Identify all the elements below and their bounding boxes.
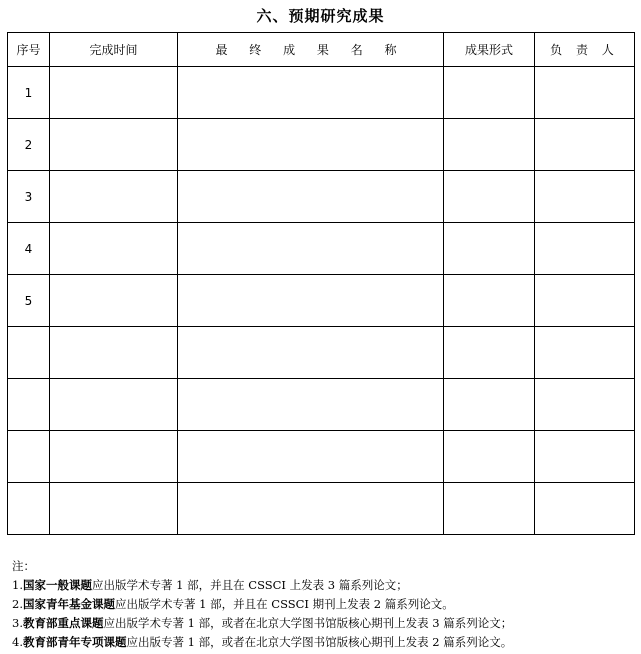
responsible-cell[interactable] [535, 171, 635, 223]
responsible-cell[interactable] [535, 327, 635, 379]
completion-time-cell[interactable] [50, 379, 178, 431]
note-prefix: 1. [12, 578, 23, 592]
completion-time-cell[interactable] [50, 223, 178, 275]
result-form-cell[interactable] [444, 483, 535, 535]
table-row [8, 431, 635, 483]
responsible-cell[interactable] [535, 431, 635, 483]
row-seq: 1 [8, 67, 50, 119]
header-completion-time: 完成时间 [50, 33, 178, 67]
note-text: 应出版专著 1 部，或者在北京大学图书馆版核心期刊上发表 2 篇系列论文。 [126, 635, 513, 649]
result-form-cell[interactable] [444, 431, 535, 483]
header-final-result-name: 最 终 成 果 名 称 [178, 33, 444, 67]
result-form-cell[interactable] [444, 379, 535, 431]
note-prefix: 2. [12, 597, 23, 611]
responsible-cell[interactable] [535, 483, 635, 535]
responsible-cell[interactable] [535, 379, 635, 431]
result-name-cell[interactable] [178, 67, 444, 119]
result-name-cell[interactable] [178, 171, 444, 223]
row-seq [8, 431, 50, 483]
header-seq: 序号 [8, 33, 50, 67]
note-category: 国家青年基金课题 [22, 597, 115, 611]
table-row [8, 67, 635, 119]
responsible-cell[interactable] [535, 223, 635, 275]
completion-time-cell[interactable] [50, 327, 178, 379]
result-name-cell[interactable] [178, 483, 444, 535]
result-form-cell[interactable] [444, 119, 535, 171]
section-title: 六、预期研究成果 [256, 7, 385, 25]
responsible-cell[interactable] [535, 275, 635, 327]
completion-time-cell[interactable] [50, 119, 178, 171]
note-item [12, 614, 632, 633]
note-category: 国家一般课题 [22, 578, 92, 592]
note-category: 教育部青年专项课题 [22, 635, 127, 649]
result-form-cell[interactable] [444, 67, 535, 119]
result-name-cell[interactable] [178, 275, 444, 327]
note-text: 应出版学术专著 1 部，并且在 CSSCI 上发表 3 篇系列论文； [91, 578, 408, 592]
row-seq: 2 [8, 119, 50, 171]
result-form-cell[interactable] [444, 275, 535, 327]
table-header-row [8, 33, 635, 67]
row-seq [8, 327, 50, 379]
note-item [12, 576, 632, 595]
result-form-cell[interactable] [444, 327, 535, 379]
responsible-cell[interactable] [535, 67, 635, 119]
result-form-cell[interactable] [444, 223, 535, 275]
row-seq [8, 483, 50, 535]
result-name-cell[interactable] [178, 223, 444, 275]
header-responsible: 负 责 人 [535, 33, 635, 67]
table-row [8, 223, 635, 275]
result-name-cell[interactable] [178, 431, 444, 483]
table-row [8, 119, 635, 171]
note-item [12, 633, 632, 652]
note-text: 应出版学术专著 1 部，并且在 CSSCI 期刊上发表 2 篇系列论文。 [114, 597, 454, 611]
responsible-cell[interactable] [535, 119, 635, 171]
completion-time-cell[interactable] [50, 171, 178, 223]
results-table [7, 32, 635, 535]
note-prefix: 4. [12, 635, 23, 649]
row-seq [8, 379, 50, 431]
table-row [8, 327, 635, 379]
result-name-cell[interactable] [178, 379, 444, 431]
table-row [8, 379, 635, 431]
notes-section [12, 557, 632, 652]
result-name-cell[interactable] [178, 119, 444, 171]
table-row [8, 483, 635, 535]
note-category: 教育部重点课题 [22, 616, 104, 630]
completion-time-cell[interactable] [50, 483, 178, 535]
completion-time-cell[interactable] [50, 431, 178, 483]
result-name-cell[interactable] [178, 327, 444, 379]
completion-time-cell[interactable] [50, 67, 178, 119]
result-form-cell[interactable] [444, 171, 535, 223]
notes-heading: 注： [12, 559, 35, 573]
completion-time-cell[interactable] [50, 275, 178, 327]
table-row [8, 171, 635, 223]
row-seq: 3 [8, 171, 50, 223]
row-seq: 5 [8, 275, 50, 327]
header-result-form: 成果形式 [444, 33, 535, 67]
note-item [12, 595, 632, 614]
note-text: 应出版学术专著 1 部，或者在北京大学图书馆版核心期刊上发表 3 篇系列论文； [103, 616, 513, 630]
row-seq: 4 [8, 223, 50, 275]
table-row [8, 275, 635, 327]
note-prefix: 3. [12, 616, 23, 630]
